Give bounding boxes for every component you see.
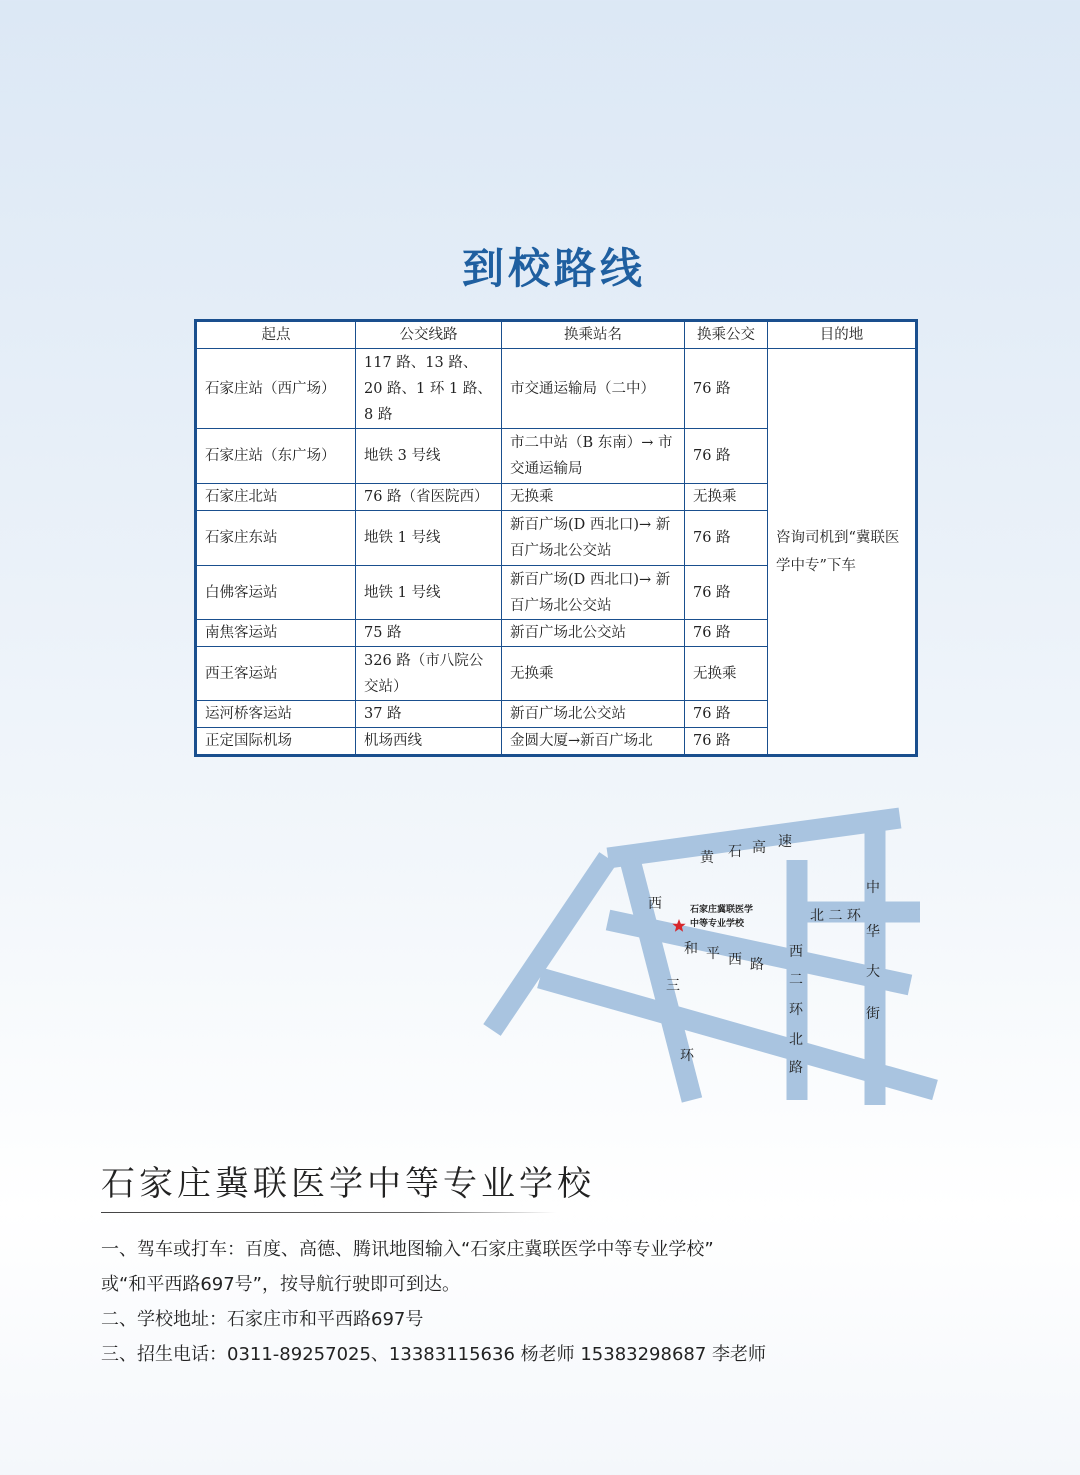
- label-west-second-ring-1: 西: [789, 944, 803, 960]
- label-heping-west-road-1: 和: [684, 941, 698, 957]
- cell-transfer-bus: 无换乘: [685, 647, 768, 701]
- divider: [101, 1212, 556, 1213]
- label-huangshi-highway-4: 速: [778, 834, 792, 850]
- label-west-third-ring-1: 西: [648, 896, 662, 912]
- cell-transfer: 新百广场北公交站: [502, 701, 685, 728]
- label-heping-west-road-3: 西: [728, 952, 742, 968]
- page-title: 到校路线: [461, 244, 646, 293]
- cell-destination: 咨询司机到“冀联医学中专”下车: [768, 349, 917, 756]
- route-map: [480, 800, 950, 1120]
- cell-transfer: 金圆大厦→新百广场北: [502, 728, 685, 756]
- cell-transfer: 无换乘: [502, 484, 685, 511]
- cell-bus: 地铁 3 号线: [356, 429, 502, 484]
- cell-bus: 37 路: [356, 701, 502, 728]
- cell-start: 石家庄北站: [196, 484, 356, 511]
- info-line-phone: 三、招生电话：0311-89257025、13383115636 杨老师 15383298687 李老师: [101, 1344, 767, 1365]
- label-west-second-ring-5: 路: [789, 1060, 803, 1076]
- table-header-row: [196, 321, 917, 349]
- cell-transfer: 新百广场(D 西北口)→ 新百广场北公交站: [502, 566, 685, 620]
- cell-start: 正定国际机场: [196, 728, 356, 756]
- cell-transfer-bus: 76 路: [685, 620, 768, 647]
- route-table: [194, 319, 918, 757]
- info-line-driving-cont: 或“和平西路697号”，按导航行驶即可到达。: [101, 1274, 461, 1295]
- cell-bus: 地铁 1 号线: [356, 511, 502, 566]
- west-third-ring-road-north: [492, 858, 608, 1030]
- label-huangshi-highway-3: 高: [752, 840, 766, 856]
- label-school-line-2: 中等专业学校: [690, 919, 745, 929]
- cell-bus: 地铁 1 号线: [356, 566, 502, 620]
- info-line-driving: 一、驾车或打车：百度、高德、腾讯地图输入“石家庄冀联医学中等专业学校”: [101, 1239, 714, 1260]
- cell-bus: 75 路: [356, 620, 502, 647]
- label-school-line-1: 石家庄冀联医学: [690, 905, 754, 915]
- cell-transfer-bus: 76 路: [685, 511, 768, 566]
- cell-transfer-bus: 76 路: [685, 349, 768, 429]
- cell-start: 石家庄东站: [196, 511, 356, 566]
- cell-bus: 76 路（省医院西）: [356, 484, 502, 511]
- info-line-address: 二、学校地址：石家庄市和平西路697号: [101, 1309, 424, 1330]
- label-zhonghua-1: 中: [866, 880, 880, 896]
- cell-start: 石家庄站（西广场）: [196, 349, 356, 429]
- cell-transfer-bus: 76 路: [685, 566, 768, 620]
- label-west-second-ring-2: 二: [789, 972, 803, 988]
- label-west-third-ring-2: 三: [666, 978, 680, 994]
- header-start: 起点: [196, 321, 356, 349]
- cell-start: 南焦客运站: [196, 620, 356, 647]
- label-zhonghua-3: 大: [866, 964, 880, 980]
- cell-transfer-bus: 无换乘: [685, 484, 768, 511]
- cell-transfer-bus: 76 路: [685, 429, 768, 484]
- label-zhonghua-2: 华: [866, 924, 880, 940]
- label-heping-west-road-2: 平: [706, 946, 720, 962]
- cell-transfer-bus: 76 路: [685, 701, 768, 728]
- cell-transfer: 新百广场北公交站: [502, 620, 685, 647]
- cell-bus: 机场西线: [356, 728, 502, 756]
- cell-transfer: 新百广场(D 西北口)→ 新百广场北公交站: [502, 511, 685, 566]
- cell-bus: 117 路、13 路、20 路、1 环 1 路、8 路: [356, 349, 502, 429]
- header-transfer: 换乘站名: [502, 321, 685, 349]
- label-huangshi-highway-2: 石: [728, 844, 742, 860]
- table-row: [196, 349, 917, 429]
- label-huangshi-highway-1: 黄: [700, 850, 714, 866]
- cell-transfer: 无换乘: [502, 647, 685, 701]
- cell-transfer-bus: 76 路: [685, 728, 768, 756]
- label-heping-west-road-4: 路: [750, 957, 764, 973]
- label-west-second-ring-3: 环: [789, 1002, 803, 1018]
- label-west-third-ring-3: 环: [680, 1048, 694, 1064]
- cell-start: 西王客运站: [196, 647, 356, 701]
- label-west-second-ring-4: 北: [789, 1032, 803, 1048]
- label-zhonghua-4: 街: [866, 1006, 880, 1022]
- cell-start: 白佛客运站: [196, 566, 356, 620]
- cell-transfer: 市交通运输局（二中）: [502, 349, 685, 429]
- cell-bus: 326 路（市八院公交站）: [356, 647, 502, 701]
- cell-start: 石家庄站（东广场）: [196, 429, 356, 484]
- label-north-second-ring: 北 二 环: [810, 908, 861, 924]
- header-transfer-bus: 换乘公交: [685, 321, 768, 349]
- header-destination: 目的地: [768, 321, 917, 349]
- school-name: 石家庄冀联医学中等专业学校: [101, 1164, 595, 1204]
- cell-start: 运河桥客运站: [196, 701, 356, 728]
- cell-transfer: 市二中站（B 东南）→ 市交通运输局: [502, 429, 685, 484]
- header-bus: 公交线路: [356, 321, 502, 349]
